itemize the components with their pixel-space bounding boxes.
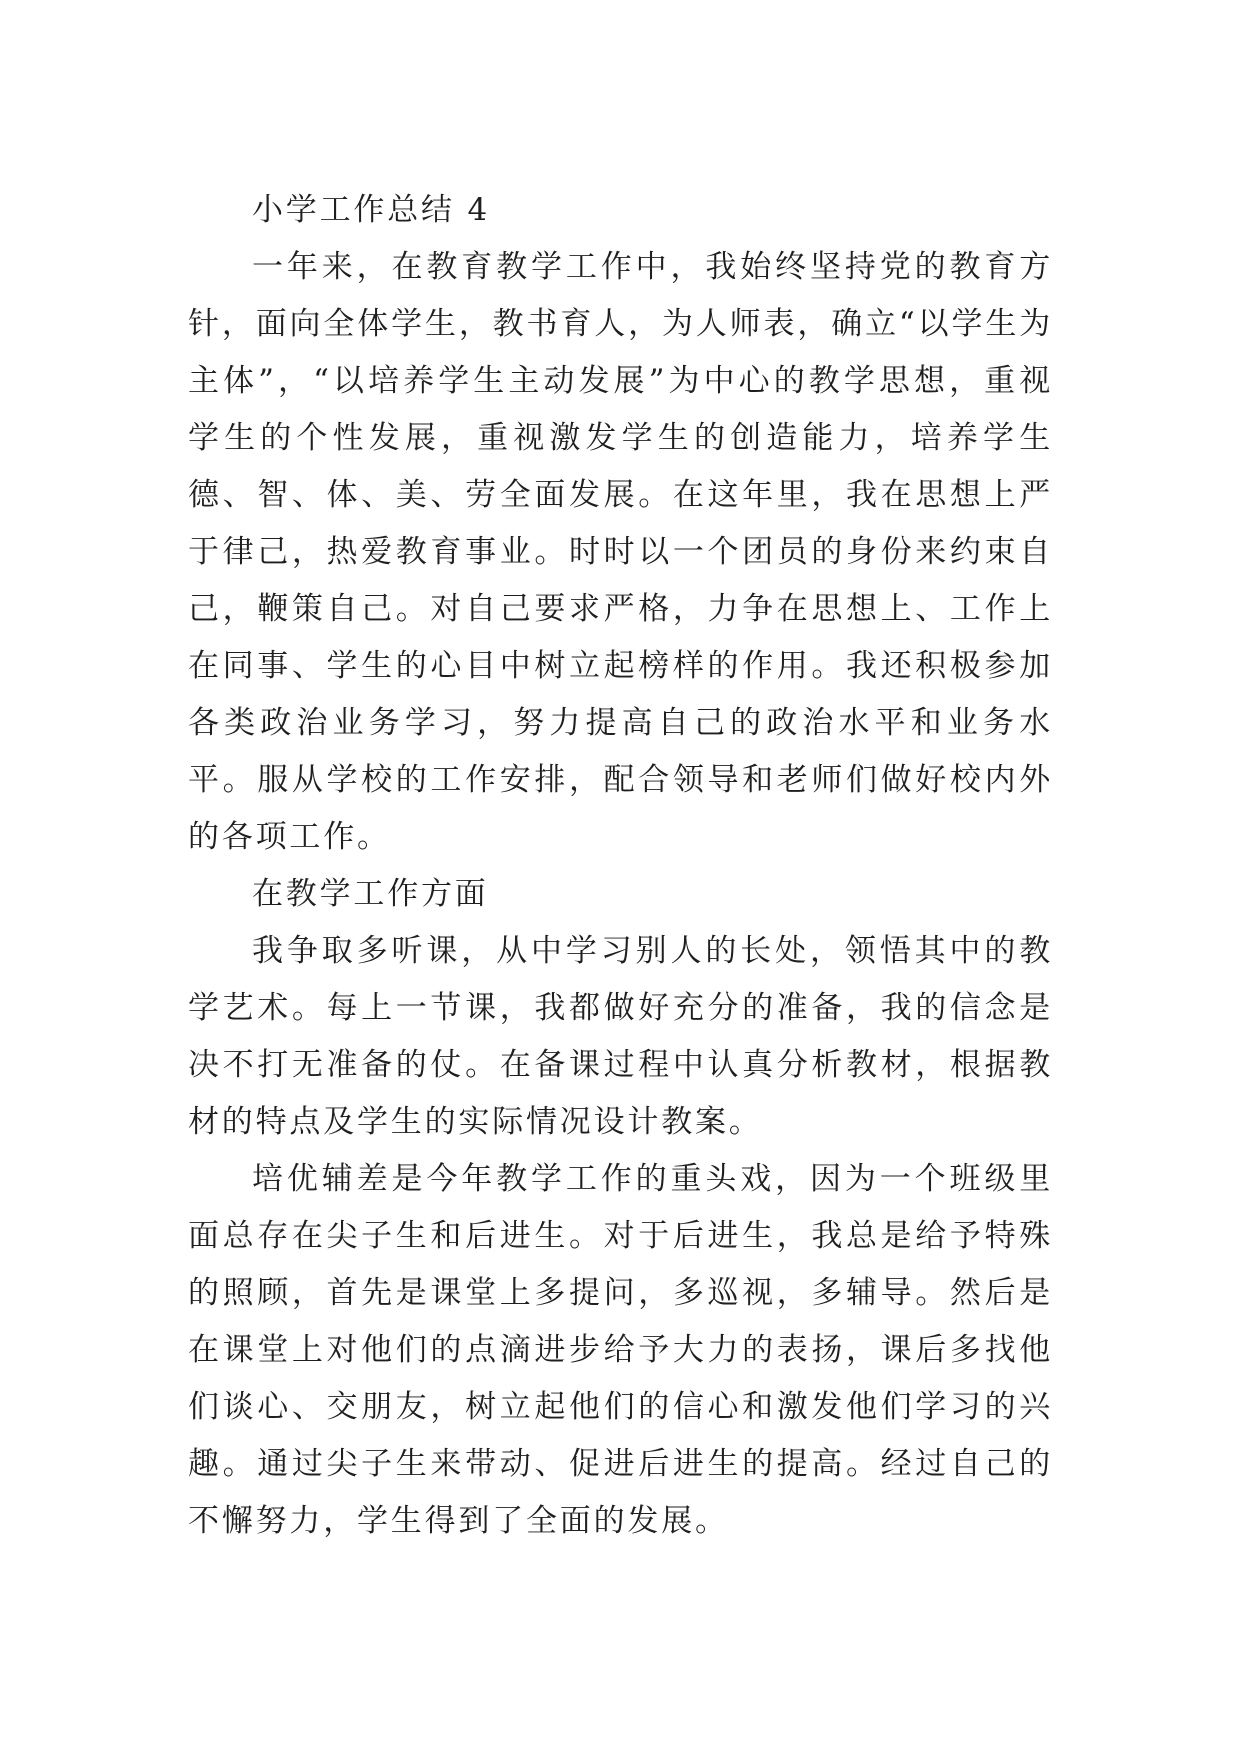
section-heading: 在教学工作方面 [252,876,489,912]
section-paragraph-2: 培优辅差是今年教学工作的重头戏，因为一个班级里面总存在尖子生和后进生。对于后进生，我总是给予特殊的照顾，首先是课堂上多提问，多巡视，多辅导。然后是在课堂上对他们的点滴进步给予大力的表扬，课后多找他们谈心、交朋友，树立起他们的信心和激发他们学习的兴趣。通过尖子生来带动、促进后进生的提高。经过自己的不懈努力，学生得到了全面的发展。 [188,1161,1053,1539]
section-paragraph-1: 我争取多听课，从中学习别人的长处，领悟其中的教学艺术。每上一节课，我都做好充分的准备，我的信念是决不打无准备的仗。在备课过程中认真分析教材，根据教材的特点及学生的实际情况设计教案。 [188,933,1053,1140]
intro-paragraph: 一年来，在教育教学工作中，我始终坚持党的教育方针，面向全体学生，教书育人，为人师表，确立“以学生为主体”，“以培养学生主动发展”为中心的教学思想，重视学生的个性发展，重视激发学生的创造能力，培养学生德、智、体、美、劳全面发展。在这年里，我在思想上严于律己，热爱教育事业。时时以一个团员的身份来约束自己，鞭策自己。对自己要求严格，力争在思想上、工作上在同事、学生的心目中树立起榜样的作用。我还积极参加各类政治业务学习，努力提高自己的政治水平和业务水平。服从学校的工作安排，配合领导和老师们做好校内外的各项工作。 [188,249,1053,855]
document-page [188,182,1053,1550]
document-title: 小学工作总结 4 [252,192,490,228]
